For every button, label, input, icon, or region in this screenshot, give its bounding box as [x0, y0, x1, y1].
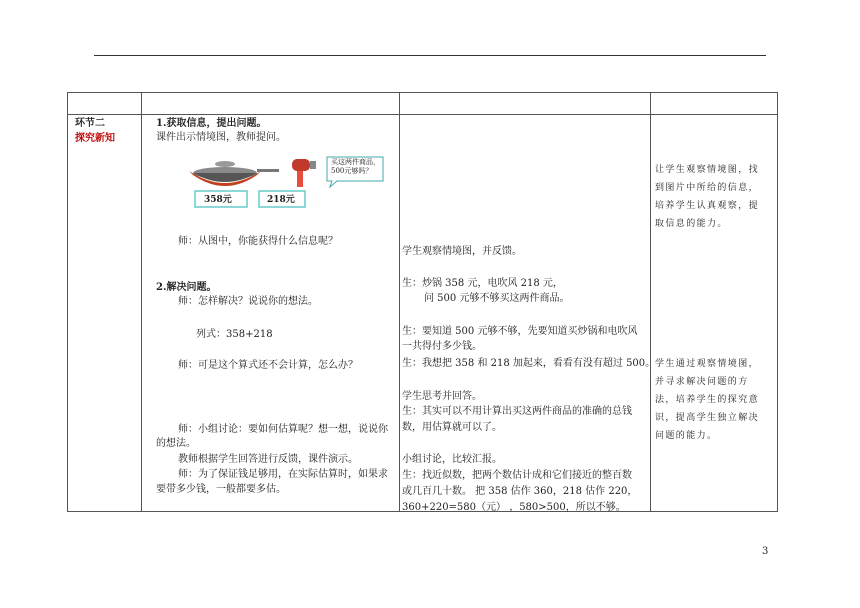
- student-content: [400, 115, 656, 513]
- section-heading-2: 2.解决问题。: [156, 282, 217, 293]
- student-answer-cont: 或几百几十数。 把 358 估作 360，218 估作 220，: [402, 486, 638, 497]
- section-heading-1: 1.获取信息，提出问题。: [156, 118, 267, 129]
- student-answer-cont: 数，用估算就可以了。: [402, 422, 502, 433]
- bubble-text-1: 买这两件商品，: [331, 158, 380, 166]
- intent-line: 取信息的能力。: [655, 219, 728, 229]
- intent-line: 并寻求解决问题的方: [655, 377, 749, 387]
- wok-image: [189, 161, 279, 186]
- teacher-cell: [142, 115, 400, 512]
- student-answer: 生：其实可以不用计算出买这两件商品的准确的总钱: [402, 406, 632, 417]
- intent-cell: [651, 115, 778, 512]
- stage-label: 环节二: [75, 118, 105, 129]
- student-cell: [400, 115, 656, 513]
- intent-content: [651, 115, 777, 511]
- teacher-question: 师：怎样解决？说说你的想法。: [178, 296, 318, 307]
- intent-line: 法，培养学生的探究意: [655, 395, 760, 405]
- price-label-dryer: 218元: [267, 195, 295, 205]
- header-cell: [400, 93, 651, 115]
- table-header-row: [68, 93, 778, 115]
- stage-cell: [68, 115, 142, 512]
- teacher-question: 师：为了保证钱足够用，在实际估算时，如果求: [178, 469, 388, 480]
- header-cell: [142, 93, 400, 115]
- student-answer-cont: 一共得付多少钱。: [402, 341, 482, 352]
- student-answer: 生：找近似数，把两个数估计成和它们接近的整百数: [402, 470, 632, 481]
- student-answer-cont: 360+220=580（元） ，580>500，所以不够。: [402, 502, 626, 513]
- student-activity: 小组讨论，比较汇报。: [402, 454, 502, 465]
- table-row: [68, 115, 778, 512]
- intent-line: 学生通过观察情境图，: [655, 359, 760, 369]
- header-rule: [94, 55, 766, 56]
- design-intent-2: [655, 355, 759, 445]
- intent-line: 识，提高学生独立解决: [655, 413, 760, 423]
- student-activity: 学生观察情境图，并反馈。: [402, 246, 522, 257]
- intent-line: 到图片中所给的信息，: [655, 183, 760, 193]
- intent-line: 让学生观察情境图，找: [655, 165, 760, 175]
- teacher-content: [142, 115, 399, 511]
- formula: 列式：358+218: [196, 329, 273, 340]
- design-intent-1: [655, 161, 759, 233]
- student-answer-cont: 问 500 元够不够买这两件商品。: [424, 293, 570, 304]
- student-answer: 生：我想把 358 和 218 加起来，看看有没有超过 500。: [402, 358, 656, 369]
- teacher-question-cont: 要带多少钱，一般都要多估。: [156, 484, 286, 495]
- stage-title: 探究新知: [75, 133, 115, 144]
- student-answer: 生：要知道 500 元够不够，先要知道买炒锅和电吹风: [402, 326, 638, 337]
- lesson-table: [67, 92, 778, 512]
- teacher-question-cont: 的想法。: [156, 438, 196, 449]
- hair-dryer-image: [292, 159, 316, 187]
- student-activity: 学生思考并回答。: [402, 391, 482, 402]
- paragraph: 教师根据学生回答进行反馈，课件演示。: [178, 454, 358, 465]
- bubble-text-2: 500元够吗？: [331, 167, 373, 175]
- page-number: 3: [762, 546, 769, 557]
- teacher-question: 师：小组讨论：要如何估算呢？想一想，说说你: [178, 424, 388, 435]
- student-answer: 生：炒锅 358 元，电吹风 218 元，: [402, 278, 563, 289]
- intent-line: 问题的能力。: [655, 431, 718, 441]
- price-label-wok: 358元: [204, 195, 232, 205]
- teacher-question: 师：从图中，你能获得什么信息呢？: [178, 236, 338, 247]
- stage-content: [68, 115, 141, 511]
- header-cell: [651, 93, 778, 115]
- paragraph: 课件出示情境图，教师提问。: [156, 132, 286, 143]
- intent-line: 培养学生认真观察，提: [655, 201, 760, 211]
- header-cell: [68, 93, 142, 115]
- teacher-question: 师：可是这个算式还不会计算，怎么办？: [178, 360, 358, 371]
